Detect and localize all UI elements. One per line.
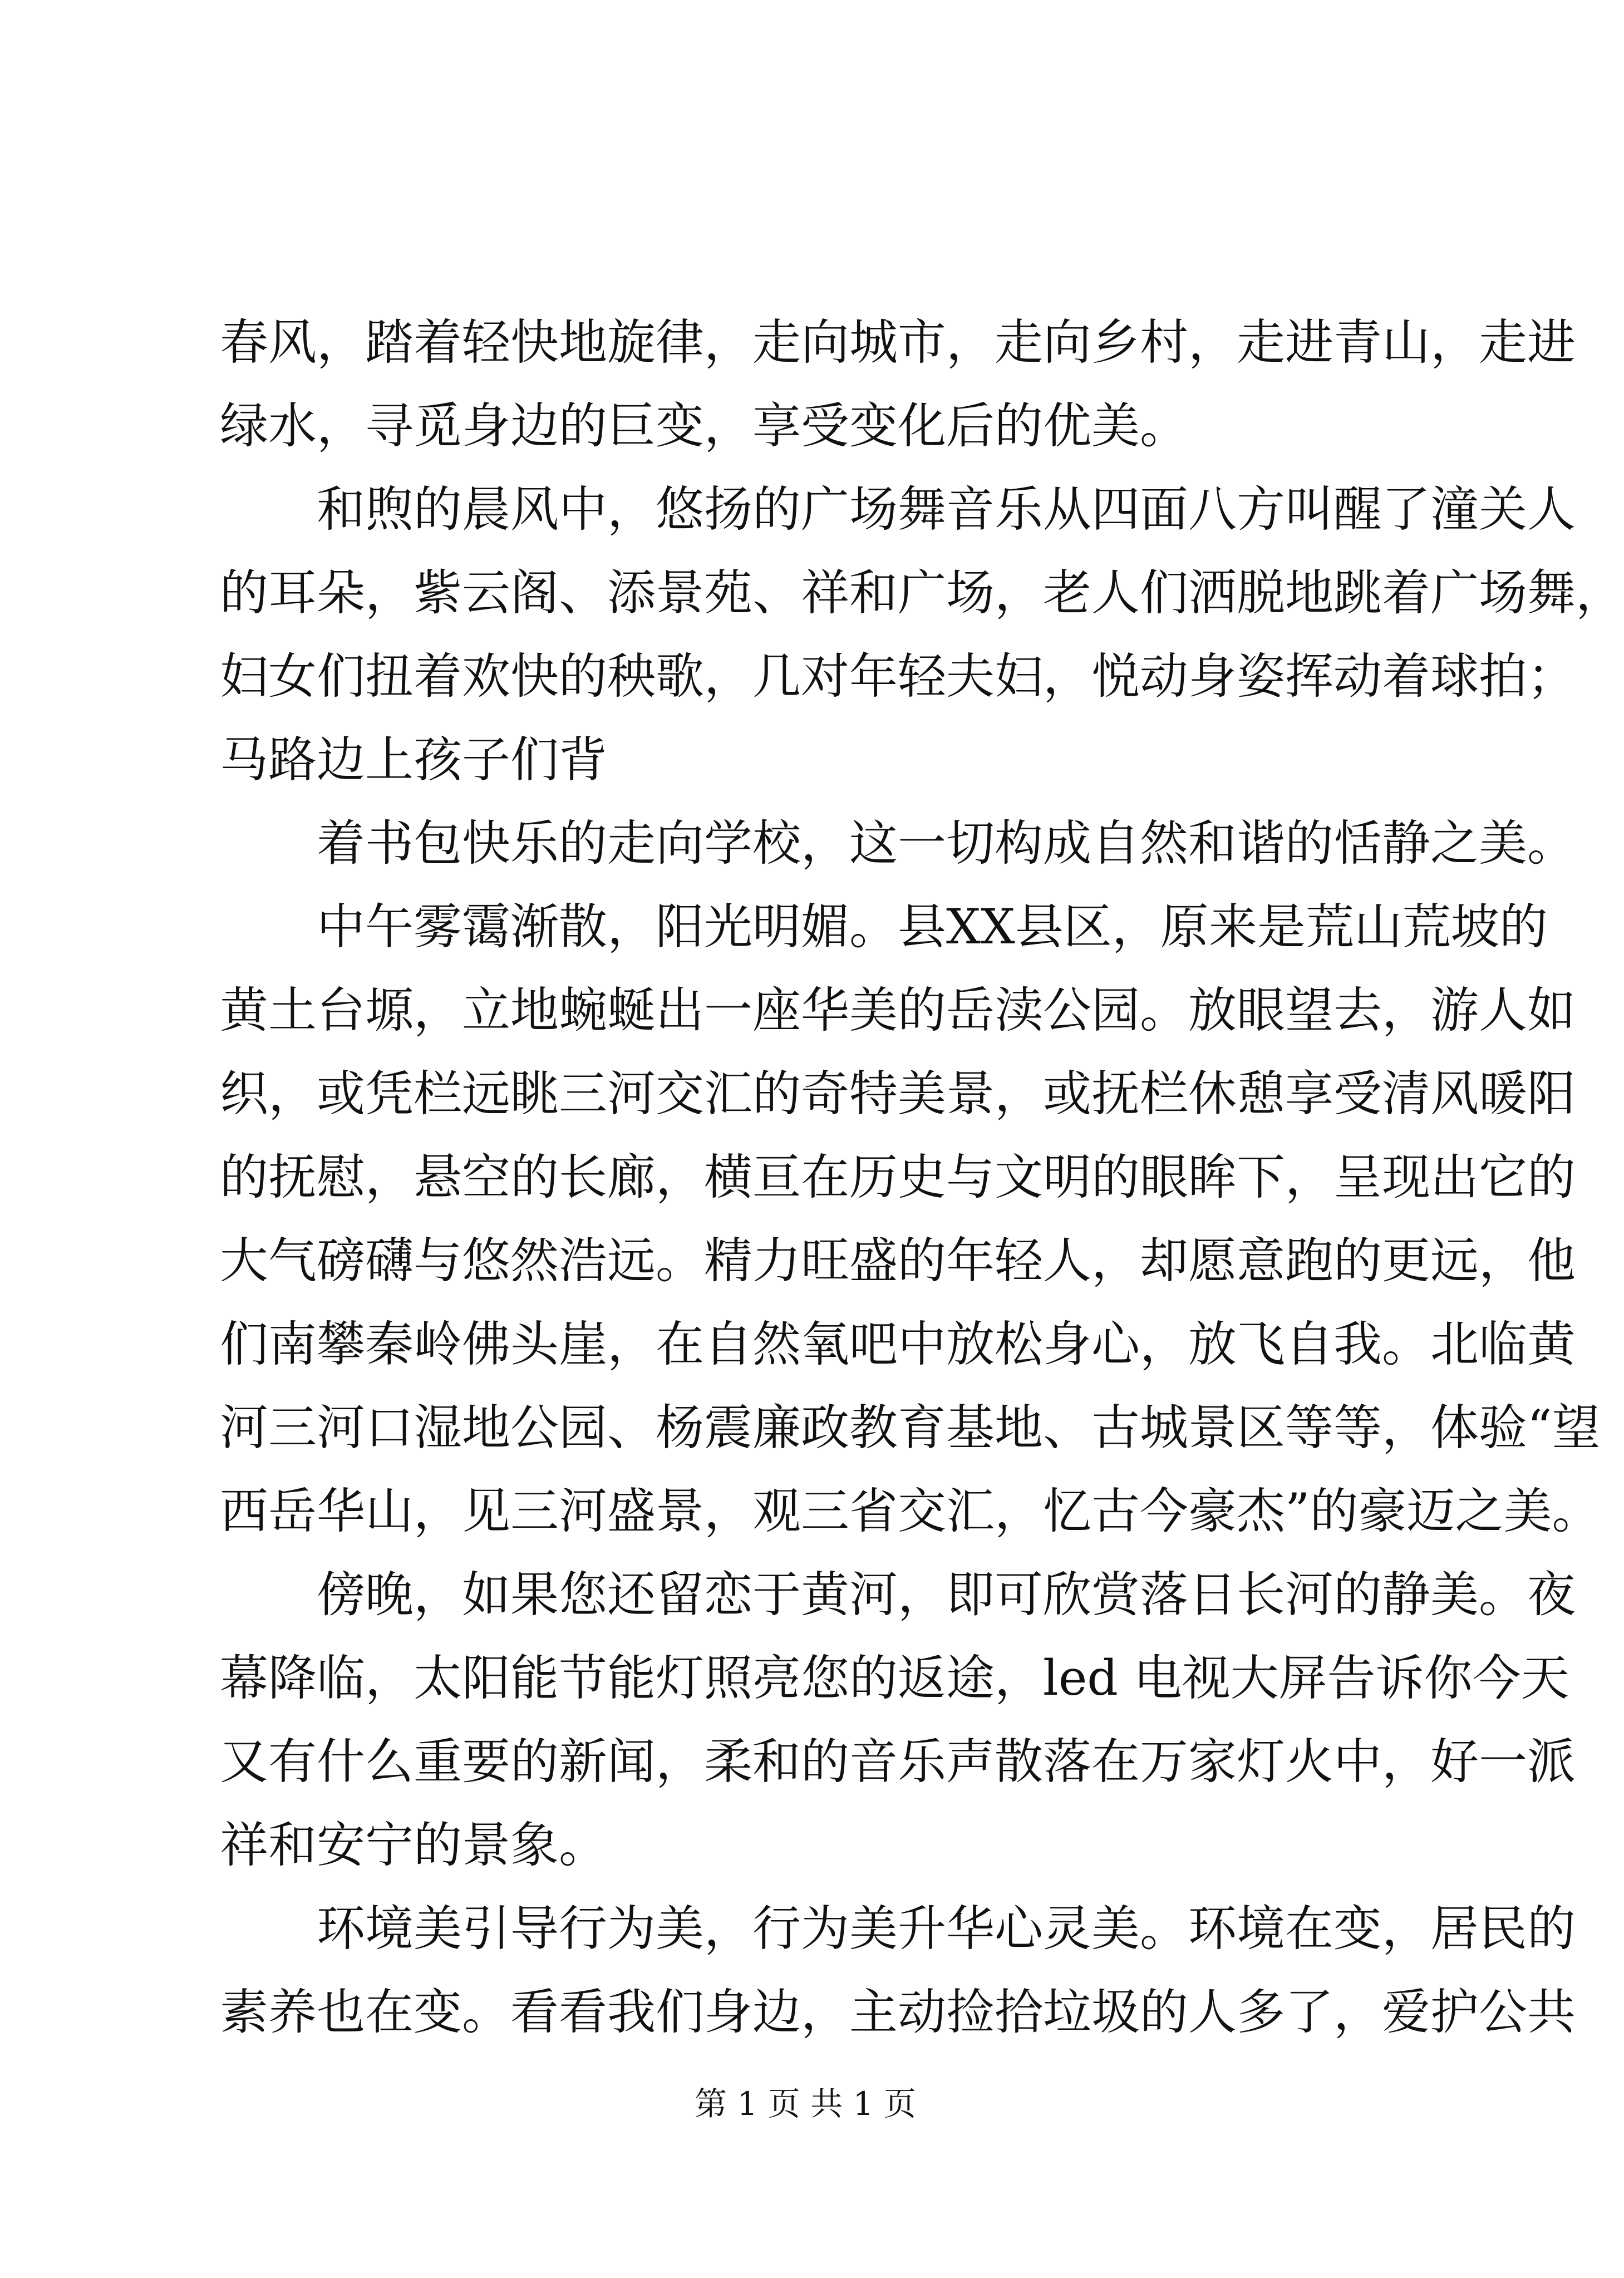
body-text: [220, 301, 1624, 2054]
text-line: 素养也在变。看看我们身边，主动捡拾垃圾的人多了，爱护公共: [220, 1984, 1576, 2040]
text-line: 的耳朵，紫云阁、添景苑、祥和广场，老人们洒脱地跳着广场舞，: [220, 564, 1624, 621]
text-line: 中午雾霭渐散，阳光明媚。县XX县区，原来是荒山荒坡的: [317, 898, 1548, 955]
text-line: 西岳华山，见三河盛景，观三省交汇，忆古今豪杰”的豪迈之美。: [220, 1483, 1601, 1539]
text-line: 傍晚，如果您还留恋于黄河，即可欣赏落日长河的静美。夜: [317, 1566, 1576, 1623]
text-line: 和煦的晨风中，悠扬的广场舞音乐从四面八方叫醒了潼关人: [317, 481, 1576, 538]
text-line: 绿水，寻觅身边的巨变，享受变化后的优美。: [220, 397, 1188, 454]
text-line: 着书包快乐的走向学校，这一切构成自然和谐的恬静之美。: [317, 815, 1576, 872]
text-line: 们南攀秦岭佛头崖，在自然氧吧中放松身心，放飞自我。北临黄: [220, 1316, 1576, 1372]
text-line: 春风，踏着轻快地旋律，走向城市，走向乡村，走进青山，走进: [220, 314, 1576, 371]
text-line: 又有什么重要的新闻，柔和的音乐声散落在万家灯火中，好一派: [220, 1733, 1576, 1790]
text-line: 环境美引导行为美，行为美升华心灵美。环境在变，居民的: [317, 1900, 1576, 1957]
text-line: 幕降临，太阳能节能灯照亮您的返途，led 电视大屏告诉你今天: [220, 1650, 1569, 1706]
text-line: 大气磅礴与悠然浩远。精力旺盛的年轻人，却愿意跑的更远，他: [220, 1232, 1576, 1289]
text-line: 河三河口湿地公园、杨震廉政教育基地、古城景区等等，体验“望: [220, 1399, 1601, 1456]
page-footer: 第 1 页 共 1 页: [695, 2085, 916, 2123]
text-line: 祥和安宁的景象。: [220, 1817, 607, 1873]
text-line: 妇女们扭着欢快的秧歌，几对年轻夫妇，悦动身姿挥动着球拍；: [220, 648, 1576, 705]
text-line: 织，或凭栏远眺三河交汇的奇特美景，或抚栏休憩享受清风暖阳: [220, 1065, 1576, 1122]
text-line: 黄土台塬，立地蜿蜒出一座华美的岳渎公园。放眼望去，游人如: [220, 982, 1576, 1039]
text-line: 的抚慰，悬空的长廊，横亘在历史与文明的眼眸下，呈现出它的: [220, 1149, 1576, 1206]
text-line: 马路边上孩子们背: [220, 731, 607, 788]
